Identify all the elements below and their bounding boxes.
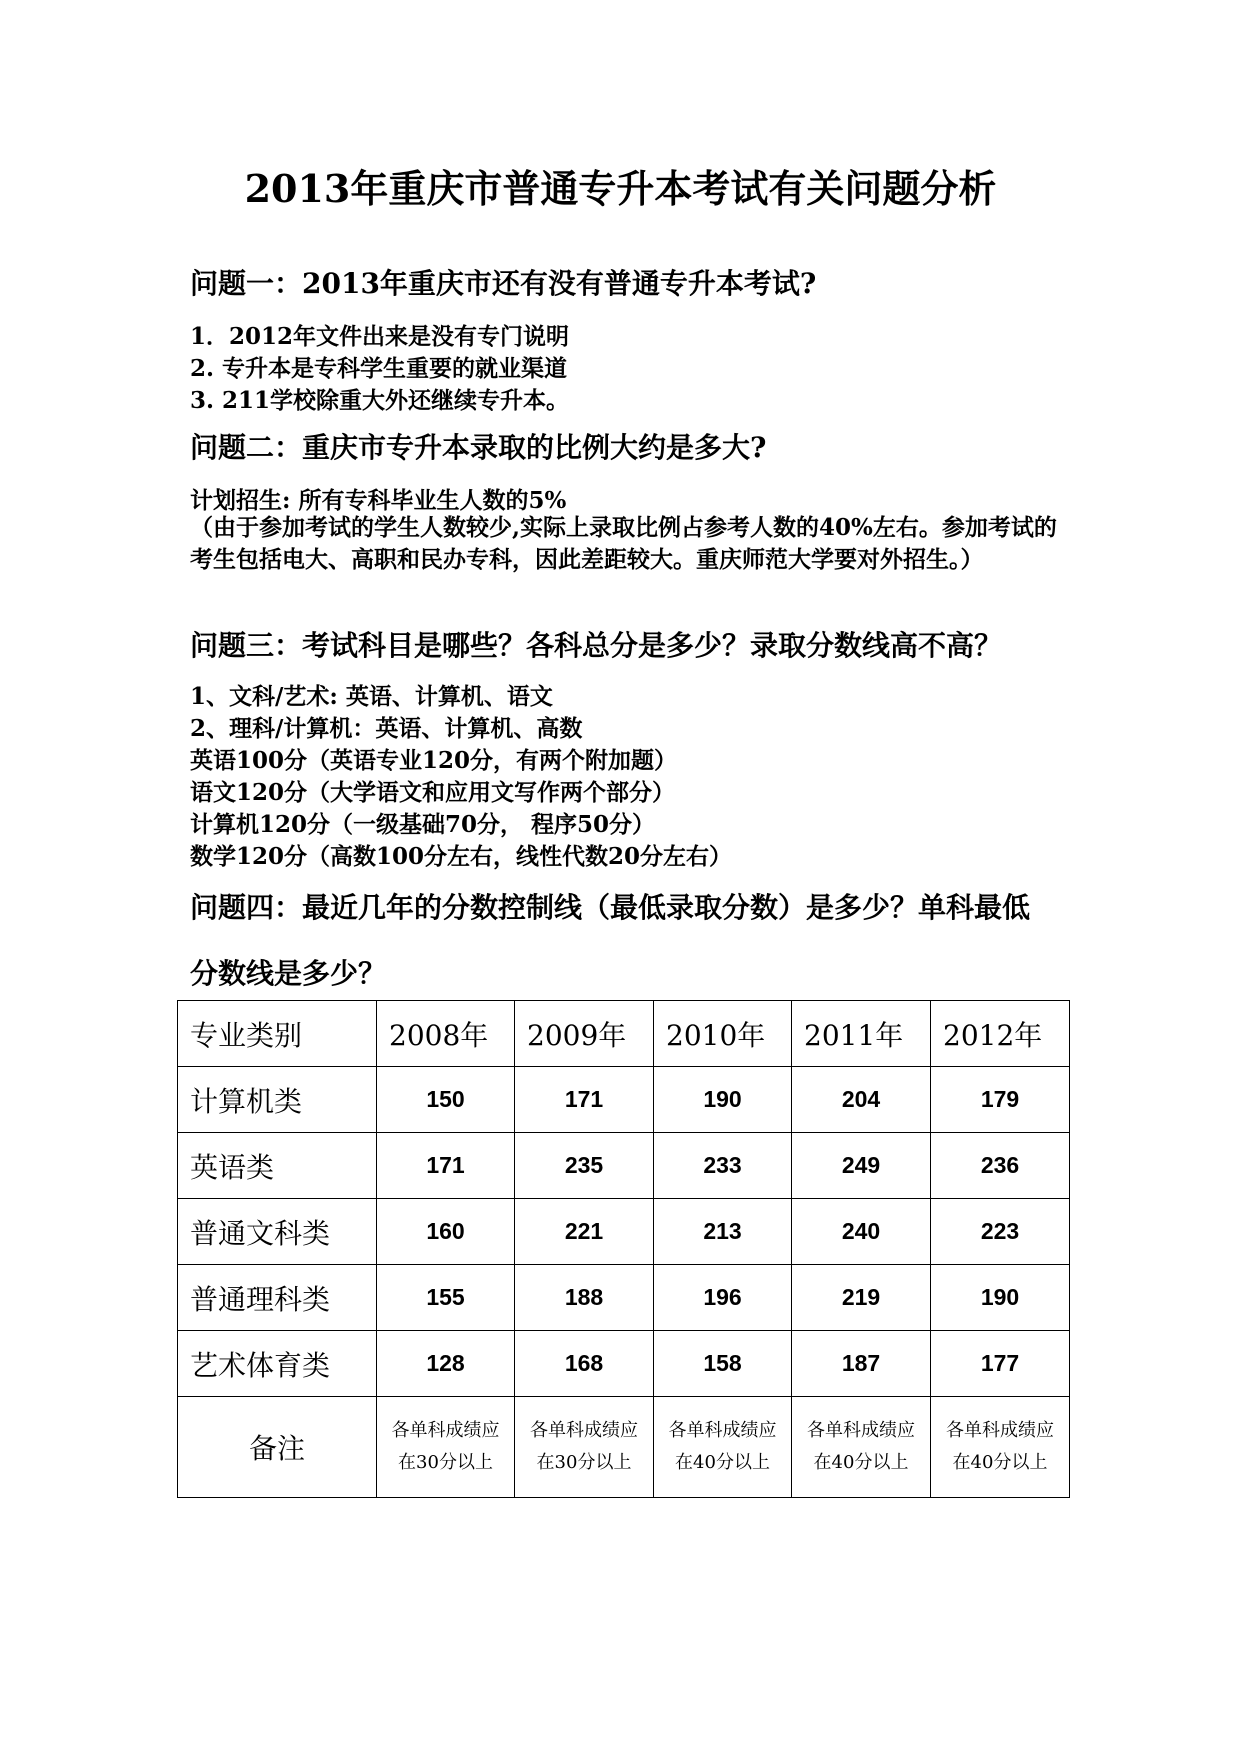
table-category-cell: 普通文科类 (178, 1199, 377, 1265)
table-row (178, 1265, 1070, 1331)
table-header-year: 2012年 (931, 1001, 1070, 1067)
table-category-cell: 普通理科类 (178, 1265, 377, 1331)
note-text: 各单科成绩应 (530, 1420, 638, 1441)
score-table (177, 1000, 1070, 1498)
question-2-plan: 计划招生: 所有专科毕业生人数的5% (190, 487, 567, 514)
question-1-line-2: 2. 专升本是专科学生重要的就业渠道 (190, 355, 568, 382)
question-2-heading: 问题二：重庆市专升本录取的比例大约是多大? (190, 431, 767, 464)
table-score-cell: 160 (377, 1199, 515, 1265)
note-text: 在30分以上 (536, 1452, 632, 1473)
question-3-line-1: 1、文科/艺术: 英语、计算机、语文 (190, 683, 553, 710)
table-score-cell: 235 (515, 1133, 654, 1199)
table-row (178, 1133, 1070, 1199)
table-score-cell: 236 (931, 1133, 1070, 1199)
table-score-cell: 158 (654, 1331, 792, 1397)
table-score-cell: 219 (792, 1265, 931, 1331)
table-score-cell: 190 (654, 1067, 792, 1133)
table-score-cell: 128 (377, 1331, 515, 1397)
table-score-cell: 168 (515, 1331, 654, 1397)
question-4-heading-line-1: 问题四：最近几年的分数控制线（最低录取分数）是多少？单科最低 (190, 891, 1031, 924)
table-note-cell (792, 1397, 931, 1498)
table-note-row (178, 1397, 1070, 1498)
table-score-cell: 188 (515, 1265, 654, 1331)
document-title: 2013年重庆市普通专升本考试有关问题分析 (244, 166, 997, 211)
question-3-line-5: 计算机120分（一级基础70分， 程序50分） (190, 811, 656, 838)
table-score-cell: 190 (931, 1265, 1070, 1331)
table-score-cell: 196 (654, 1265, 792, 1331)
table-category-cell: 艺术体育类 (178, 1331, 377, 1397)
table-score-cell: 155 (377, 1265, 515, 1331)
table-note-cell (377, 1397, 515, 1498)
note-text: 在40分以上 (952, 1452, 1048, 1473)
table-row (178, 1067, 1070, 1133)
question-3-line-6: 数学120分（高数100分左右，线性代数20分左右） (190, 843, 733, 870)
table-score-cell: 177 (931, 1331, 1070, 1397)
table-score-cell: 150 (377, 1067, 515, 1133)
table-header-year: 2010年 (654, 1001, 792, 1067)
question-3-heading: 问题三：考试科目是哪些？各科总分是多少？录取分数线高不高？ (190, 629, 1003, 662)
table-row (178, 1331, 1070, 1397)
table-score-cell: 213 (654, 1199, 792, 1265)
question-1-line-1: 1．2012年文件出来是没有专门说明 (190, 323, 570, 350)
note-text: 各单科成绩应 (668, 1420, 777, 1441)
question-1-heading: 问题一：2013年重庆市还有没有普通专升本考试? (190, 267, 817, 300)
note-text: 各单科成绩应 (391, 1420, 500, 1441)
table-score-cell: 204 (792, 1067, 931, 1133)
table-note-label: 备注 (178, 1397, 377, 1498)
table-row (178, 1199, 1070, 1265)
table-note-cell (654, 1397, 792, 1498)
question-3-line-3: 英语100分（英语专业120分，有两个附加题） (190, 747, 678, 774)
question-1-line-3: 3. 211学校除重大外还继续专升本。 (190, 387, 570, 414)
table-header-year: 2008年 (377, 1001, 515, 1067)
table-score-cell: 171 (377, 1133, 515, 1199)
table-header-year: 2011年 (792, 1001, 931, 1067)
table-score-cell: 249 (792, 1133, 931, 1199)
question-3-line-2: 2、理科/计算机：英语、计算机、高数 (190, 715, 583, 742)
question-4-heading-line-2: 分数线是多少？ (190, 957, 387, 990)
note-text: 在30分以上 (398, 1452, 493, 1473)
table-score-cell: 240 (792, 1199, 931, 1265)
note-text: 在40分以上 (675, 1452, 770, 1473)
table-score-cell: 223 (931, 1199, 1070, 1265)
table-score-cell: 187 (792, 1331, 931, 1397)
table-category-cell: 英语类 (178, 1133, 377, 1199)
table-header-year: 2009年 (515, 1001, 654, 1067)
table-note-cell (515, 1397, 654, 1498)
note-text: 在40分以上 (813, 1452, 909, 1473)
question-3-line-4: 语文120分（大学语文和应用文写作两个部分） (190, 779, 676, 806)
note-text: 各单科成绩应 (807, 1420, 915, 1441)
question-2-note: （由于参加考试的学生人数较少,实际上录取比例占参考人数的40%左右。参加考试的考生包括电大、高职和民办专科，因此差距较大。重庆师范大学要对外招生。） (190, 514, 1057, 573)
table-score-cell: 221 (515, 1199, 654, 1265)
table-score-cell: 171 (515, 1067, 654, 1133)
table-category-cell: 计算机类 (178, 1067, 377, 1133)
table-header-category: 专业类别 (178, 1001, 377, 1067)
table-score-cell: 179 (931, 1067, 1070, 1133)
table-score-cell: 233 (654, 1133, 792, 1199)
table-note-cell (931, 1397, 1070, 1498)
table-header-row (178, 1001, 1070, 1067)
note-text: 各单科成绩应 (946, 1420, 1054, 1441)
